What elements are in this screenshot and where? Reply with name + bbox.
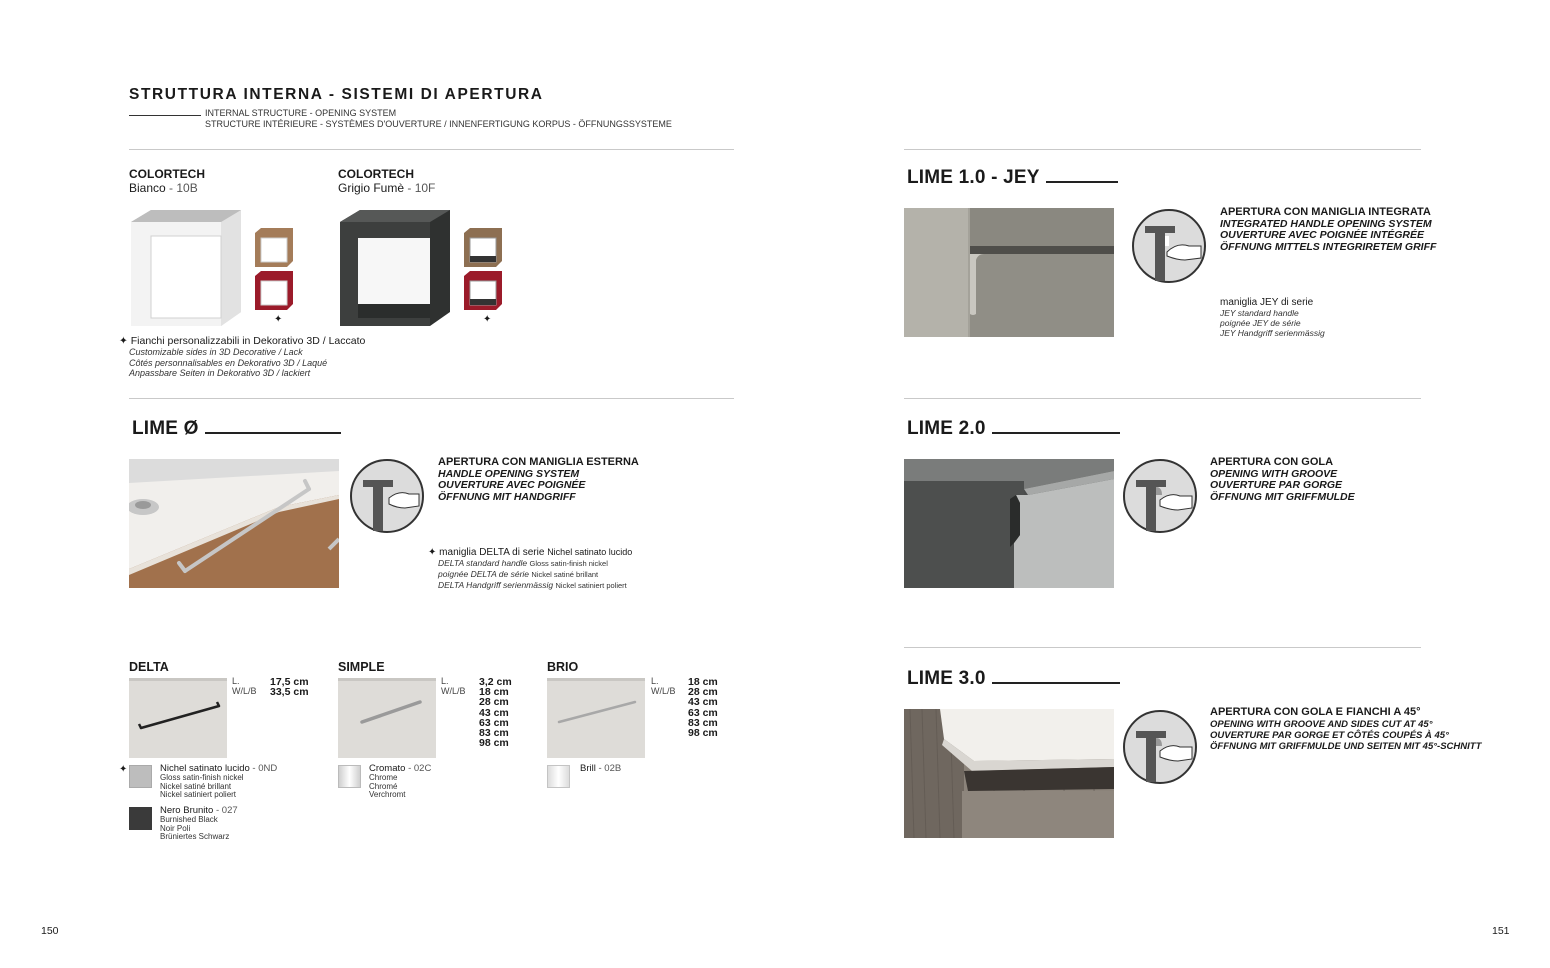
page-title: STRUTTURA INTERNA - SISTEMI DI APERTURA	[129, 86, 544, 103]
finish-line: Burnished Black	[160, 815, 218, 824]
cabinet-dark-image	[338, 208, 453, 328]
lime30-feature	[1210, 707, 1481, 752]
size-value: 28 cm	[479, 696, 509, 709]
cabinet-wood-mini	[462, 227, 504, 269]
size-value: 98 cm	[479, 737, 509, 750]
colortech-bianco	[129, 167, 205, 195]
handle-delta-image	[129, 678, 227, 758]
size-value: 33,5 cm	[270, 686, 309, 699]
feature-line: INTEGRATED HANDLE OPENING SYSTEM	[1220, 217, 1432, 230]
star-marker: ✦	[274, 314, 283, 325]
subtitle-underline	[129, 108, 201, 116]
cabinet-red-mini	[462, 270, 504, 312]
handle-simple-dims	[441, 677, 466, 696]
size-value: 18 cm	[688, 676, 718, 688]
cabinet-red-mini	[253, 270, 295, 312]
handle-delta-sizes	[270, 677, 309, 697]
lime0-feature	[438, 457, 639, 503]
size-value: 83 cm	[688, 716, 718, 729]
subtitle-line-1: INTERNAL STRUCTURE - OPENING SYSTEM	[205, 108, 397, 118]
colortech-color: Bianco - 10B	[129, 181, 198, 195]
finish-line: Noir Poli	[160, 823, 191, 833]
size-value: 17,5 cm	[270, 676, 309, 688]
feature-line: OUVERTURE AVEC POIGNÉE	[438, 479, 586, 491]
handle-note-line: JEY standard handle	[1220, 308, 1299, 318]
divider	[904, 647, 1421, 648]
sides-note	[119, 335, 365, 379]
finish-name: Nero Brunito - 027	[160, 805, 238, 816]
lime30-photo	[904, 709, 1114, 838]
page-number-right: 151	[1492, 925, 1510, 937]
star-marker: ✦	[119, 764, 128, 775]
sides-note-line: Côtés personnalisables en Dekorativo 3D / Laqué	[129, 357, 328, 368]
feature-main: APERTURA CON GOLA E FIANCHI A 45°	[1210, 706, 1421, 718]
lime0-title: LIME Ø	[132, 418, 341, 440]
feature-line: ÖFFNUNG MIT GRIFFMULDE	[1210, 490, 1355, 503]
cabinet-white-image	[129, 208, 247, 328]
star-marker: ✦	[483, 314, 492, 325]
handle-note-line: JEY Handgriff serienmässig	[1220, 328, 1325, 338]
size-value: 3,2 cm	[479, 676, 512, 688]
groove-45-icon	[1122, 709, 1198, 785]
finish-name: Brill - 02B	[580, 763, 622, 774]
lime30-title: LIME 3.0	[907, 668, 1120, 690]
swatch-brill	[547, 765, 570, 788]
handle-delta-name: DELTA	[129, 660, 169, 674]
feature-main: APERTURA CON MANIGLIA INTEGRATA	[1220, 206, 1431, 218]
divider	[129, 149, 734, 150]
finish-line: Gloss satin-finish nickel	[160, 773, 244, 782]
groove-icon	[1122, 458, 1198, 534]
size-value: 43 cm	[479, 706, 509, 719]
feature-line: OUVERTURE PAR GORGE	[1210, 479, 1343, 491]
lime10-photo	[904, 208, 1114, 337]
swatch-nickel	[129, 765, 152, 788]
lime20-photo	[904, 459, 1114, 588]
size-value: 83 cm	[479, 727, 509, 740]
handle-delta-dims	[232, 677, 257, 696]
subtitle-block	[129, 108, 729, 130]
finish-chrome	[369, 763, 431, 800]
feature-line: ÖFFNUNG MIT GRIFFMULDE UND SEITEN MIT 45°-SCHNITT	[1210, 740, 1482, 752]
swatch-chrome	[338, 765, 361, 788]
feature-main: APERTURA CON MANIGLIA ESTERNA	[438, 456, 639, 468]
dim-label: W/L/B	[232, 685, 257, 696]
dim-label: L.	[651, 676, 659, 686]
divider	[904, 149, 1421, 150]
feature-line: OUVERTURE PAR GORGE ET CÔTÉS COUPÉS À 45°	[1210, 729, 1449, 741]
sides-note-line: Customizable sides in 3D Decorative / Lack	[129, 347, 303, 357]
handle-note-main: ✦ maniglia DELTA di serie Nichel satinato lucido	[428, 547, 633, 558]
finish-black	[160, 805, 238, 842]
feature-line: HANDLE OPENING SYSTEM	[438, 467, 580, 480]
size-value: 43 cm	[688, 696, 718, 709]
finish-line: Brüniertes Schwarz	[160, 832, 230, 841]
dim-label: W/L/B	[441, 685, 466, 696]
handle-integrated-icon	[1131, 208, 1207, 284]
lime10-title: LIME 1.0 - JEY	[907, 167, 1118, 189]
handle-brio-image	[547, 678, 645, 758]
swatch-black	[129, 807, 152, 830]
handle-note-line: DELTA Handgriff serienmässig Nickel satiniert poliert	[438, 580, 627, 590]
handle-note-line: poignée JEY de série	[1220, 318, 1301, 328]
finish-name: Cromato - 02C	[369, 763, 432, 774]
finish-line: Verchromt	[369, 790, 406, 799]
feature-line: OPENING WITH GROOVE	[1210, 467, 1338, 480]
handle-note-line: poignée DELTA de série Nickel satiné brillant	[438, 569, 599, 579]
handle-note-main: maniglia JEY di serie	[1220, 297, 1314, 308]
lime0-handle-note	[428, 547, 718, 591]
handle-external-icon	[349, 458, 425, 534]
colortech-grigio	[338, 167, 435, 195]
finish-line: Nickel satiniert poliert	[160, 790, 237, 799]
handle-brio-name: BRIO	[547, 660, 579, 674]
size-value: 28 cm	[688, 686, 718, 699]
subtitle-line-2: STRUCTURE INTÉRIEURE - SYSTÈMES D'OUVERTURE / INNENFERTIGUNG KORPUS - ÖFFNUNGSSYSTEME	[205, 119, 672, 129]
feature-line: ÖFFNUNG MIT HANDGRIFF	[438, 490, 576, 503]
handle-note-line: DELTA standard handle Gloss satin-finish nickel	[438, 558, 608, 568]
feature-main: APERTURA CON GOLA	[1210, 456, 1334, 468]
handle-simple-image	[338, 678, 436, 758]
lime10-handle-note	[1220, 297, 1325, 338]
divider	[129, 398, 734, 399]
feature-line: OPENING WITH GROOVE AND SIDES CUT AT 45°	[1210, 718, 1433, 730]
lime10-feature	[1220, 207, 1436, 253]
dim-label: L.	[232, 676, 240, 686]
page-number-left: 150	[41, 925, 59, 937]
handle-brio-dims	[651, 677, 676, 696]
dim-label: L.	[441, 676, 449, 686]
colortech-brand: COLORTECH	[338, 167, 414, 181]
finish-nickel	[160, 763, 277, 800]
sides-note-main: ✦ Fianchi personalizzabili in Dekorativo 3D / Laccato	[119, 335, 366, 347]
finish-line: Nickel satiné brillant	[160, 781, 232, 791]
lime0-photo	[129, 459, 339, 588]
cabinet-wood-mini	[253, 227, 295, 269]
dim-label: W/L/B	[651, 685, 676, 696]
finish-line: Chrome	[369, 773, 398, 782]
finish-brill	[580, 763, 621, 774]
size-value: 98 cm	[688, 727, 718, 740]
handle-simple-sizes	[479, 677, 512, 748]
handle-simple-name: SIMPLE	[338, 660, 385, 674]
handle-brio-sizes	[688, 677, 718, 738]
size-value: 18 cm	[479, 686, 509, 699]
finish-line: Chromé	[369, 781, 398, 791]
size-value: 63 cm	[479, 716, 509, 729]
colortech-brand: COLORTECH	[129, 167, 205, 181]
finish-name: Nichel satinato lucido - 0ND	[160, 763, 278, 774]
divider	[904, 398, 1421, 399]
sides-note-line: Anpassbare Seiten in Dekorativo 3D / lackiert	[129, 368, 311, 378]
size-value: 63 cm	[688, 706, 718, 719]
feature-line: ÖFFNUNG MITTELS INTEGRIRETEM GRIFF	[1220, 240, 1437, 253]
colortech-color: Grigio Fumè - 10F	[338, 181, 436, 195]
feature-line: OUVERTURE AVEC POIGNÉE INTÉGRÉE	[1220, 229, 1425, 241]
lime20-title: LIME 2.0	[907, 418, 1120, 440]
lime20-feature	[1210, 457, 1355, 503]
